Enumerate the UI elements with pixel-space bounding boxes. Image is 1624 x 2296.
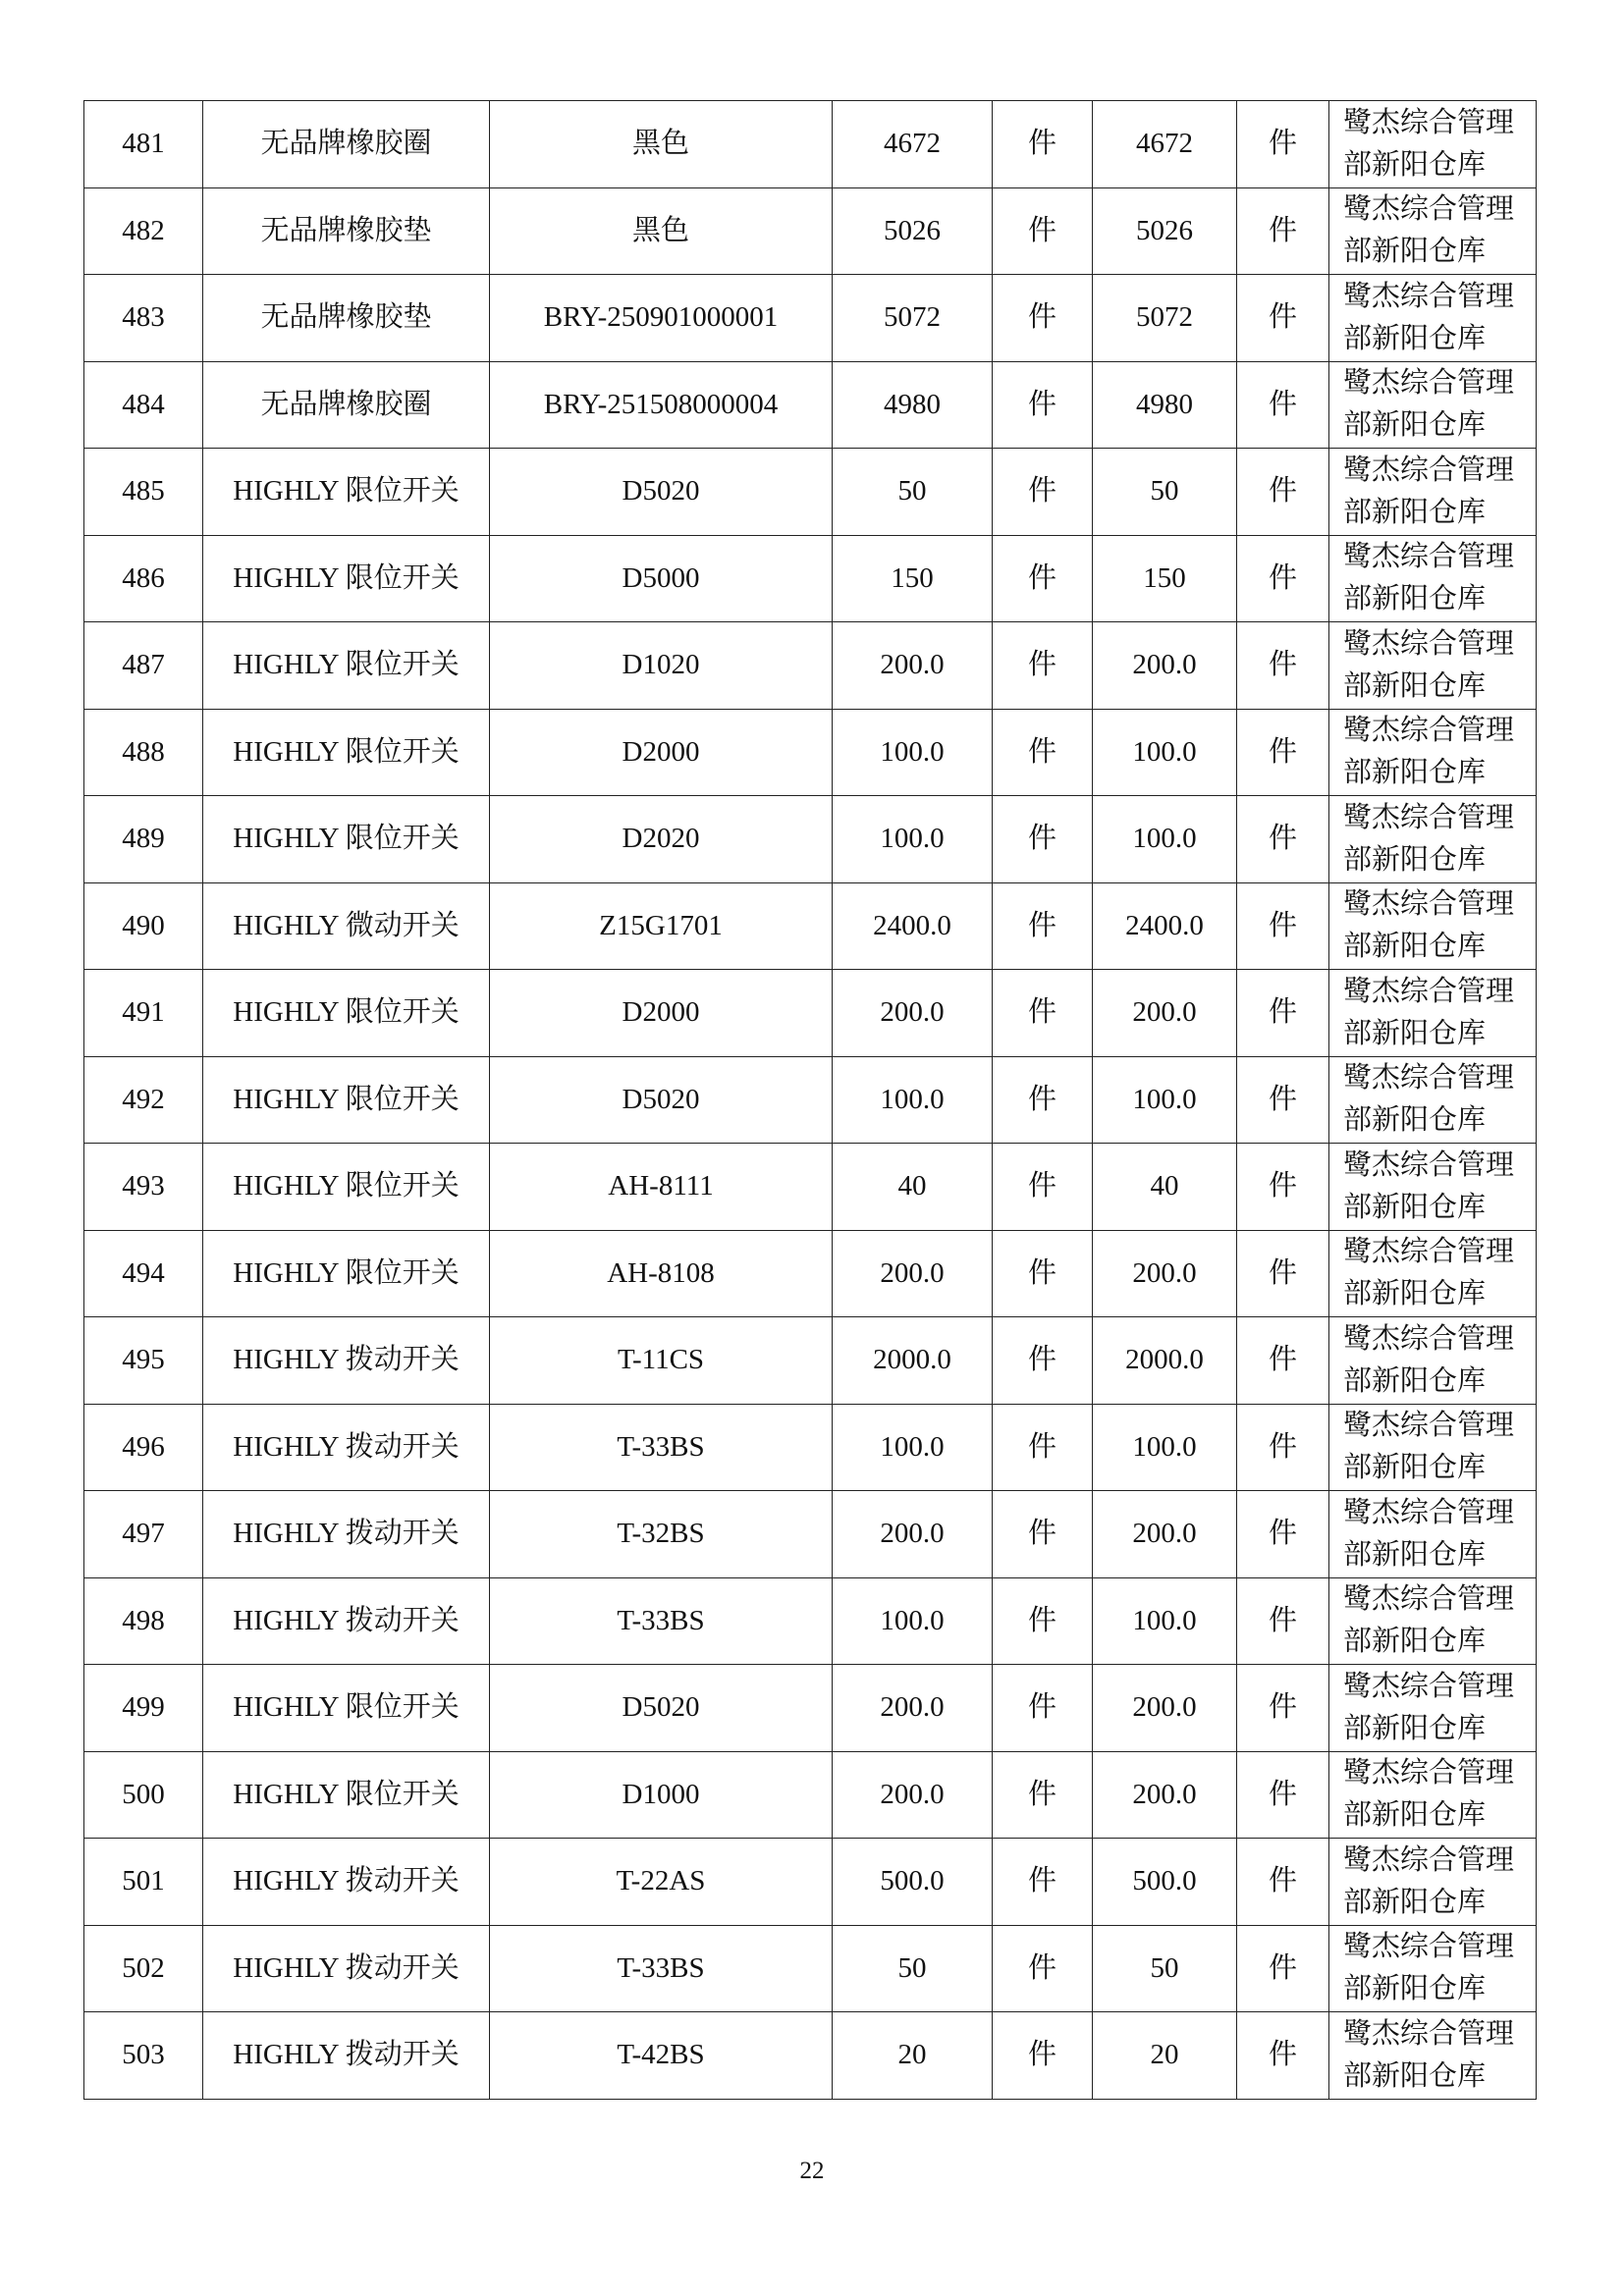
table-row (84, 449, 1537, 536)
quantity: 4980 (833, 361, 993, 449)
actual-quantity: 4980 (1093, 361, 1237, 449)
storage-location: 鹭杰综合管理部新阳仓库 (1329, 1056, 1537, 1144)
row-index: 493 (84, 1144, 203, 1231)
quantity-unit: 件 (993, 1404, 1093, 1491)
quantity: 50 (833, 1925, 993, 2012)
item-name: HIGHLY 拨动开关 (203, 1925, 490, 2012)
actual-unit: 件 (1237, 535, 1329, 622)
quantity-unit: 件 (993, 1925, 1093, 2012)
quantity: 2000.0 (833, 1317, 993, 1405)
actual-quantity: 100.0 (1093, 1577, 1237, 1665)
quantity: 100.0 (833, 709, 993, 796)
actual-quantity: 200.0 (1093, 1230, 1237, 1317)
row-index: 503 (84, 2012, 203, 2100)
actual-quantity: 200.0 (1093, 1665, 1237, 1752)
quantity-unit: 件 (993, 1665, 1093, 1752)
quantity-unit: 件 (993, 361, 1093, 449)
quantity: 4672 (833, 101, 993, 188)
actual-unit: 件 (1237, 1925, 1329, 2012)
item-name: HIGHLY 限位开关 (203, 535, 490, 622)
item-model: D5020 (490, 449, 833, 536)
table-row (84, 1404, 1537, 1491)
item-model: D1020 (490, 622, 833, 710)
row-index: 491 (84, 970, 203, 1057)
storage-location: 鹭杰综合管理部新阳仓库 (1329, 622, 1537, 710)
storage-location: 鹭杰综合管理部新阳仓库 (1329, 709, 1537, 796)
actual-quantity: 20 (1093, 2012, 1237, 2100)
actual-unit: 件 (1237, 622, 1329, 710)
actual-unit: 件 (1237, 1404, 1329, 1491)
storage-location: 鹭杰综合管理部新阳仓库 (1329, 1404, 1537, 1491)
item-model: AH-8108 (490, 1230, 833, 1317)
table-row (84, 361, 1537, 449)
row-index: 496 (84, 1404, 203, 1491)
actual-unit: 件 (1237, 970, 1329, 1057)
table-row (84, 535, 1537, 622)
row-index: 492 (84, 1056, 203, 1144)
item-name: HIGHLY 拨动开关 (203, 1491, 490, 1578)
actual-unit: 件 (1237, 1491, 1329, 1578)
item-name: HIGHLY 限位开关 (203, 622, 490, 710)
quantity: 40 (833, 1144, 993, 1231)
item-name: HIGHLY 限位开关 (203, 1751, 490, 1839)
actual-unit: 件 (1237, 1230, 1329, 1317)
item-name: HIGHLY 拨动开关 (203, 1577, 490, 1665)
item-name: HIGHLY 拨动开关 (203, 1839, 490, 1926)
actual-quantity: 200.0 (1093, 622, 1237, 710)
row-index: 500 (84, 1751, 203, 1839)
item-name: HIGHLY 限位开关 (203, 709, 490, 796)
table-row (84, 622, 1537, 710)
actual-unit: 件 (1237, 1665, 1329, 1752)
item-name: 无品牌橡胶圈 (203, 361, 490, 449)
row-index: 483 (84, 275, 203, 362)
item-name: HIGHLY 微动开关 (203, 882, 490, 970)
storage-location: 鹭杰综合管理部新阳仓库 (1329, 796, 1537, 883)
row-index: 498 (84, 1577, 203, 1665)
item-name: 无品牌橡胶圈 (203, 101, 490, 188)
actual-unit: 件 (1237, 275, 1329, 362)
actual-quantity: 100.0 (1093, 1404, 1237, 1491)
table-row (84, 970, 1537, 1057)
table-row (84, 1751, 1537, 1839)
storage-location: 鹭杰综合管理部新阳仓库 (1329, 1577, 1537, 1665)
item-model: T-33BS (490, 1404, 833, 1491)
quantity: 100.0 (833, 796, 993, 883)
actual-unit: 件 (1237, 1317, 1329, 1405)
table-row (84, 1056, 1537, 1144)
row-index: 486 (84, 535, 203, 622)
quantity-unit: 件 (993, 275, 1093, 362)
item-model: T-33BS (490, 1577, 833, 1665)
table-row (84, 709, 1537, 796)
table-row (84, 101, 1537, 188)
quantity-unit: 件 (993, 535, 1093, 622)
item-name: HIGHLY 拨动开关 (203, 1317, 490, 1405)
quantity: 200.0 (833, 622, 993, 710)
table-row (84, 1491, 1537, 1578)
storage-location: 鹭杰综合管理部新阳仓库 (1329, 361, 1537, 449)
item-model: D1000 (490, 1751, 833, 1839)
quantity: 20 (833, 2012, 993, 2100)
quantity-unit: 件 (993, 1317, 1093, 1405)
storage-location: 鹭杰综合管理部新阳仓库 (1329, 1665, 1537, 1752)
quantity: 5026 (833, 187, 993, 275)
row-index: 501 (84, 1839, 203, 1926)
item-model: D5000 (490, 535, 833, 622)
item-name: HIGHLY 限位开关 (203, 1665, 490, 1752)
quantity-unit: 件 (993, 1491, 1093, 1578)
page-number: 22 (799, 2158, 825, 2184)
storage-location: 鹭杰综合管理部新阳仓库 (1329, 275, 1537, 362)
table-row (84, 187, 1537, 275)
item-model: D5020 (490, 1665, 833, 1752)
storage-location: 鹭杰综合管理部新阳仓库 (1329, 970, 1537, 1057)
item-model: Z15G1701 (490, 882, 833, 970)
row-index: 481 (84, 101, 203, 188)
item-name: HIGHLY 限位开关 (203, 449, 490, 536)
quantity: 200.0 (833, 1491, 993, 1578)
quantity-unit: 件 (993, 101, 1093, 188)
actual-quantity: 100.0 (1093, 709, 1237, 796)
storage-location: 鹭杰综合管理部新阳仓库 (1329, 535, 1537, 622)
quantity-unit: 件 (993, 796, 1093, 883)
table-row (84, 1230, 1537, 1317)
storage-location: 鹭杰综合管理部新阳仓库 (1329, 1925, 1537, 2012)
table-row (84, 1577, 1537, 1665)
quantity: 100.0 (833, 1404, 993, 1491)
storage-location: 鹭杰综合管理部新阳仓库 (1329, 2012, 1537, 2100)
quantity: 200.0 (833, 1751, 993, 1839)
row-index: 502 (84, 1925, 203, 2012)
quantity: 200.0 (833, 1665, 993, 1752)
storage-location: 鹭杰综合管理部新阳仓库 (1329, 1230, 1537, 1317)
item-model: T-11CS (490, 1317, 833, 1405)
actual-unit: 件 (1237, 1577, 1329, 1665)
item-model: 黑色 (490, 101, 833, 188)
item-model: D2000 (490, 970, 833, 1057)
quantity-unit: 件 (993, 1144, 1093, 1231)
quantity-unit: 件 (993, 1839, 1093, 1926)
quantity: 200.0 (833, 970, 993, 1057)
storage-location: 鹭杰综合管理部新阳仓库 (1329, 1491, 1537, 1578)
item-model: BRY-250901000001 (490, 275, 833, 362)
actual-quantity: 200.0 (1093, 970, 1237, 1057)
actual-quantity: 500.0 (1093, 1839, 1237, 1926)
actual-unit: 件 (1237, 187, 1329, 275)
quantity: 100.0 (833, 1577, 993, 1665)
row-index: 495 (84, 1317, 203, 1405)
item-model: D2020 (490, 796, 833, 883)
quantity-unit: 件 (993, 2012, 1093, 2100)
quantity-unit: 件 (993, 449, 1093, 536)
row-index: 494 (84, 1230, 203, 1317)
quantity-unit: 件 (993, 1230, 1093, 1317)
quantity: 2400.0 (833, 882, 993, 970)
actual-unit: 件 (1237, 361, 1329, 449)
row-index: 489 (84, 796, 203, 883)
table-row (84, 2012, 1537, 2100)
quantity: 500.0 (833, 1839, 993, 1926)
item-name: HIGHLY 限位开关 (203, 1230, 490, 1317)
actual-quantity: 50 (1093, 449, 1237, 536)
item-name: HIGHLY 限位开关 (203, 970, 490, 1057)
item-name: HIGHLY 拨动开关 (203, 2012, 490, 2100)
actual-unit: 件 (1237, 709, 1329, 796)
table-row (84, 1665, 1537, 1752)
table-row (84, 1925, 1537, 2012)
item-model: D5020 (490, 1056, 833, 1144)
item-model: AH-8111 (490, 1144, 833, 1231)
actual-unit: 件 (1237, 1839, 1329, 1926)
row-index: 484 (84, 361, 203, 449)
actual-quantity: 5026 (1093, 187, 1237, 275)
table-row (84, 275, 1537, 362)
actual-unit: 件 (1237, 101, 1329, 188)
actual-quantity: 200.0 (1093, 1491, 1237, 1578)
item-name: 无品牌橡胶垫 (203, 275, 490, 362)
row-index: 499 (84, 1665, 203, 1752)
table-row (84, 1839, 1537, 1926)
item-model: T-33BS (490, 1925, 833, 2012)
item-name: HIGHLY 拨动开关 (203, 1404, 490, 1491)
actual-unit: 件 (1237, 449, 1329, 536)
item-name: HIGHLY 限位开关 (203, 1144, 490, 1231)
quantity: 50 (833, 449, 993, 536)
row-index: 487 (84, 622, 203, 710)
item-model: T-22AS (490, 1839, 833, 1926)
actual-quantity: 5072 (1093, 275, 1237, 362)
storage-location: 鹭杰综合管理部新阳仓库 (1329, 449, 1537, 536)
quantity: 5072 (833, 275, 993, 362)
storage-location: 鹭杰综合管理部新阳仓库 (1329, 1839, 1537, 1926)
quantity: 100.0 (833, 1056, 993, 1144)
quantity-unit: 件 (993, 1056, 1093, 1144)
item-model: 黑色 (490, 187, 833, 275)
item-name: HIGHLY 限位开关 (203, 1056, 490, 1144)
row-index: 497 (84, 1491, 203, 1578)
quantity: 200.0 (833, 1230, 993, 1317)
item-name: HIGHLY 限位开关 (203, 796, 490, 883)
quantity-unit: 件 (993, 1751, 1093, 1839)
inventory-table (83, 100, 1537, 2100)
actual-quantity: 100.0 (1093, 1056, 1237, 1144)
storage-location: 鹭杰综合管理部新阳仓库 (1329, 1751, 1537, 1839)
table-body (84, 101, 1537, 2100)
actual-unit: 件 (1237, 1751, 1329, 1839)
actual-quantity: 200.0 (1093, 1751, 1237, 1839)
actual-quantity: 2000.0 (1093, 1317, 1237, 1405)
actual-quantity: 4672 (1093, 101, 1237, 188)
item-name: 无品牌橡胶垫 (203, 187, 490, 275)
table-row (84, 1317, 1537, 1405)
table-row (84, 882, 1537, 970)
actual-quantity: 50 (1093, 1925, 1237, 2012)
row-index: 490 (84, 882, 203, 970)
storage-location: 鹭杰综合管理部新阳仓库 (1329, 187, 1537, 275)
actual-quantity: 2400.0 (1093, 882, 1237, 970)
quantity-unit: 件 (993, 187, 1093, 275)
actual-quantity: 40 (1093, 1144, 1237, 1231)
row-index: 488 (84, 709, 203, 796)
actual-unit: 件 (1237, 1144, 1329, 1231)
actual-unit: 件 (1237, 2012, 1329, 2100)
table-row (84, 1144, 1537, 1231)
row-index: 485 (84, 449, 203, 536)
quantity-unit: 件 (993, 622, 1093, 710)
item-model: BRY-251508000004 (490, 361, 833, 449)
table-row (84, 796, 1537, 883)
storage-location: 鹭杰综合管理部新阳仓库 (1329, 882, 1537, 970)
actual-quantity: 100.0 (1093, 796, 1237, 883)
item-model: T-32BS (490, 1491, 833, 1578)
quantity: 150 (833, 535, 993, 622)
storage-location: 鹭杰综合管理部新阳仓库 (1329, 1317, 1537, 1405)
item-model: T-42BS (490, 2012, 833, 2100)
actual-unit: 件 (1237, 882, 1329, 970)
quantity-unit: 件 (993, 709, 1093, 796)
quantity-unit: 件 (993, 1577, 1093, 1665)
actual-unit: 件 (1237, 1056, 1329, 1144)
row-index: 482 (84, 187, 203, 275)
actual-quantity: 150 (1093, 535, 1237, 622)
item-model: D2000 (490, 709, 833, 796)
storage-location: 鹭杰综合管理部新阳仓库 (1329, 1144, 1537, 1231)
quantity-unit: 件 (993, 882, 1093, 970)
storage-location: 鹭杰综合管理部新阳仓库 (1329, 101, 1537, 188)
quantity-unit: 件 (993, 970, 1093, 1057)
actual-unit: 件 (1237, 796, 1329, 883)
